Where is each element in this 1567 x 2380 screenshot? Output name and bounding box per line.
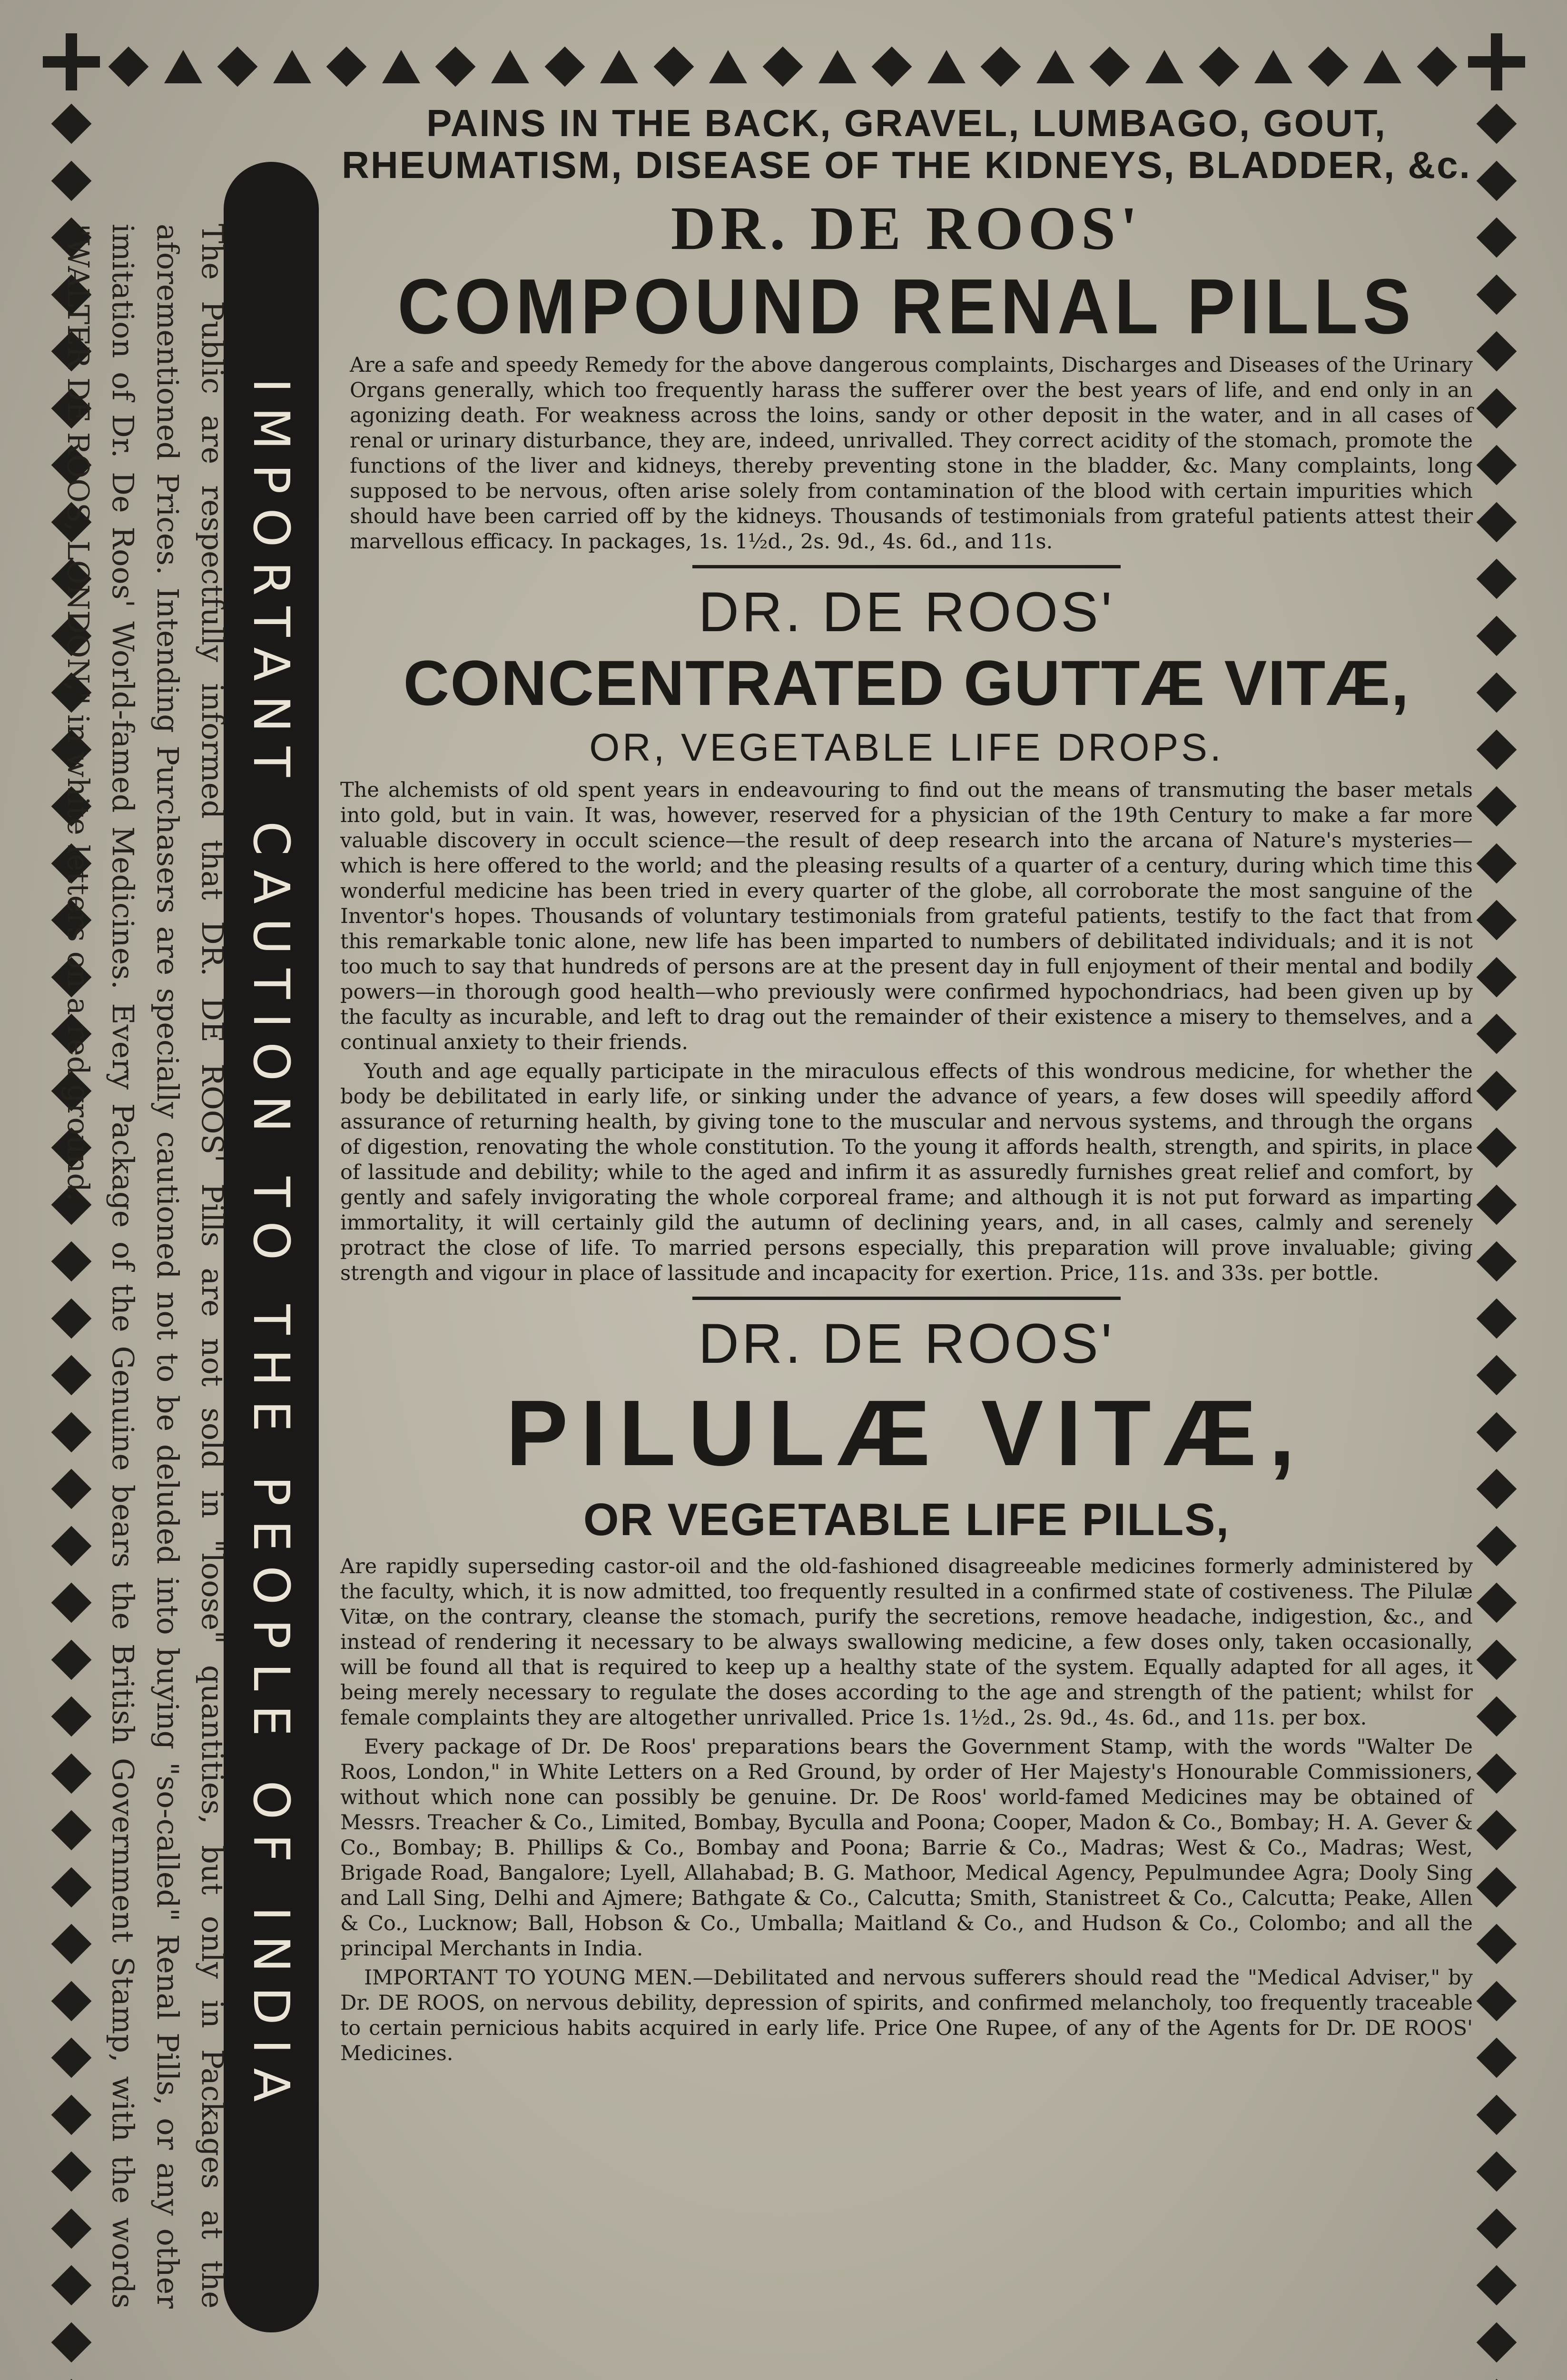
caution-banner-text: IMPORTANT CAUTION TO THE PEOPLE OF INDIA (242, 378, 300, 2116)
diamond-ornament (1477, 160, 1517, 201)
diamond-ornament (1477, 786, 1517, 827)
diamond-ornament (1477, 502, 1517, 542)
diamond-ornament (1477, 1071, 1517, 1111)
diamond-ornament (1477, 104, 1517, 144)
caution-notice: The Public are respectfully informed that DR. DE ROOS' Pills are not sold in "loose" quantities, but only in Packages at the aforementioned Prices. Intending Purchasers are specially cautioned not to be deluded into buying "so-called" Renal Pills, or any other imitation of Dr. De Roos' World-famed Medicines. Every Package of the Genuine bears the British Government Stamp, with the words "WALTER DE ROOS, LONDON," in white letters on a red ground. (61, 224, 230, 2309)
diamond-ornament (1477, 218, 1517, 258)
diamond-ornament (763, 47, 803, 87)
pilulae-subtitle: OR VEGETABLE LIFE PILLS, (583, 1494, 1230, 1545)
diamond-ornament (108, 47, 149, 87)
diamond-ornament (1477, 1298, 1517, 1339)
diamond-ornament (1477, 274, 1517, 315)
diamond-ornament (51, 104, 92, 144)
spade-ornament (273, 50, 311, 83)
diamond-ornament (1477, 1867, 1517, 1907)
ailments-heading: PAINS IN THE BACK, GRAVEL, LUMBAGO, GOUT, RHEUMATISM, DISEASE OF THE KIDNEYS, BLADDER, &c. (342, 102, 1471, 186)
diamond-ornament (435, 47, 476, 87)
guttae-body-1: The alchemists of old spent years in endeavouring to find out the means of transmuting the baser metals into gold, but in vain. It was, however, reserved for a physician of the 19th Century to make a far more valuable discovery in occult science—the result of deep research into the arcana of Nature's mysteries—which is here offered to the world; and the pleasing results of a quarter of a century, during which time this wonderful medicine has been tried in every quarter of the globe, all corroborate the most sanguine of the Inventor's hopes. Thousands of voluntary testimonials from grateful patients, testify to the fact that from this remarkable tonic alone, new life has been imparted to numbers of debilitated individuals; and it is not too much to say that hundreds of persons are at the present day in full enjoyment of their mental and bodily powers—in thorough good health—who previously were confirmed hypochondriacs, had been given up by the faculty as incurable, and left to drag out the remainder of their existence a misery to themselves, and a continual anxiety to their friends. (340, 778, 1473, 1054)
spade-ornament (1254, 50, 1292, 83)
diamond-ornament (1477, 2152, 1517, 2192)
guttae-brand: DR. DE ROOS' (698, 581, 1115, 644)
diamond-ornament (1477, 445, 1517, 486)
diamond-ornament (1477, 1184, 1517, 1225)
diamond-ornament (1477, 673, 1517, 713)
diamond-ornament (1477, 2038, 1517, 2078)
section-divider (692, 565, 1121, 568)
diamond-ornament (1477, 1981, 1517, 2021)
diamond-ornament (1477, 900, 1517, 941)
diamond-ornament (1477, 1696, 1517, 1737)
diamond-ornament (1477, 843, 1517, 883)
spade-ornament (927, 50, 966, 83)
diamond-ornament (1477, 957, 1517, 997)
pilulae-body-2: Every package of Dr. De Roos' preparations bears the Government Stamp, with the words "Walter De Roos, London," in White Letters on a Red Ground, by order of Her Majesty's Honourable Commissioners, without which none can possibly be genuine. Dr. De Roos' world-famed Medicines may be obtained of Messrs. Treacher & Co., Limited, Bombay, Byculla and Poona; Cooper, Madon & Co., Bombay; H. A. Gever & Co., Bombay; B. Phillips & Co., Bombay and Poona; Barrie & Co., Madras; West & Co., Madras; West, Brigade Road, Bangalore; Lyell, Allahabad; B. G. Mathoor, Medical Agency, Pepulmundee Agra; Dooly Sing and Lall Sing, Delhi and Ajmere; Bathgate & Co., Calcutta; Smith, Stanistreet & Co., Calcutta; Peake, Allen & Co., Lucknow; Ball, Hobson & Co., Umballa; Maitland & Co., and Hudson & Co., Colombo; and all the principal Merchants in India. (340, 1735, 1473, 1961)
diamond-ornament (217, 47, 258, 87)
corner-cross-top-left (43, 33, 100, 90)
diamond-ornament (1477, 1639, 1517, 1680)
spade-ornament (1363, 50, 1401, 83)
diamond-ornament (1477, 1810, 1517, 1851)
diamond-ornament (1477, 1469, 1517, 1509)
diamond-ornament (1477, 331, 1517, 372)
pilulae-body-1: Are rapidly superseding castor-oil and the old-fashioned disagreeable medicines formerly administered by the faculty, which, it is now admitted, too frequently resulted in a confirmed state of costiveness. The Pilulæ Vitæ, on the contrary, cleanse the stomach, purify the secretions, remove headache, indigestion, &c., and instead of rendering it necessary to be always swallowing medicine, a few doses only, taken occasionally, will be found all that is required to keep up a healthy state of the system. Equally adapted for all ages, it being merely necessary to regulate the doses according to the age and strength of the patient; whilst for female complaints they are altogether unrivalled. Price 1s. 1½d., 2s. 9d., 4s. 6d., and 11s. per box. (340, 1555, 1473, 1730)
diamond-ornament (1477, 1355, 1517, 1396)
diamond-ornament (1477, 2208, 1517, 2249)
diamond-ornament (51, 160, 92, 201)
diamond-ornament (544, 47, 585, 87)
diamond-ornament (1477, 2322, 1517, 2362)
spade-ornament (1145, 50, 1183, 83)
diamond-ornament (1199, 47, 1239, 87)
corner-cross-top-right (1468, 33, 1525, 90)
diamond-ornament (981, 47, 1021, 87)
spade-ornament (600, 50, 638, 83)
diamond-ornament (1090, 47, 1130, 87)
spade-ornament (491, 50, 529, 83)
guttae-body-2: Youth and age equally participate in the miraculous effects of this wondrous medicine, for whether the body be debilitated in early life, or sinking under the advance of years, a few doses will speedily afford assurance of returning health, by giving tone to the muscular and nervous systems, and through the organs of digestion, renovating the whole constitution. To the young it affords health, strength, and spirits, in place of lassitude and debility; while to the aged and infirm it as assuredly furnishes great relief and comfort, by gently and safely invigorating the whole corporeal frame; and although it is not put forward as imparting immortality, it will certainly gild the autumn of declining years, and, in all cases, calmly and serenely protract the close of life. To married persons especially, this preparation will prove invaluable; giving strength and vigour in place of lassitude and incapacity for exertion. Price, 11s. and 33s. per bottle. (340, 1060, 1473, 1285)
guttae-title: CONCENTRATED GUTTÆ VITÆ, (403, 648, 1410, 719)
diamond-ornament (1477, 1412, 1517, 1452)
top-ornament-border (114, 48, 1451, 86)
renal-brand: DR. DE ROOS' (670, 194, 1143, 263)
guttae-subtitle: OR, VEGETABLE LIFE DROPS. (589, 726, 1224, 769)
diamond-ornament (1477, 559, 1517, 599)
diamond-ornament (51, 2322, 92, 2362)
diamond-ornament (1417, 47, 1457, 87)
diamond-ornament (1308, 47, 1348, 87)
diamond-ornament (1477, 2094, 1517, 2135)
spade-ornament (709, 50, 747, 83)
renal-body: Are a safe and speedy Remedy for the above dangerous complaints, Discharges and Diseases of the Urinary Organs generally, which too frequently harass the sufferer over the best years of life, and end only in an agonizing death. For weakness across the loins, sandy or other deposit in the water, and in all cases of renal or urinary disturbance, they are, indeed, unrivalled. They correct acidity of the stomach, promote the functions of the liver and kidneys, thereby preventing stone in the bladder, &c. Many complaints, long supposed to be nervous, often arise solely from contamination of the blood with certain impurities which should have been carried off by the kidneys. Thousands of testimonials from grateful patients attest their marvellous efficacy. In packages, 1s. 1½d., 2s. 9d., 4s. 6d., and 11s. (350, 353, 1473, 554)
spade-ornament (1036, 50, 1074, 83)
diamond-ornament (1477, 1583, 1517, 1623)
diamond-ornament (1477, 1128, 1517, 1168)
spade-ornament (818, 50, 857, 83)
diamond-ornament (326, 47, 367, 87)
diamond-ornament (1477, 1014, 1517, 1054)
main-column (340, 102, 1473, 2066)
section-divider (692, 1297, 1121, 1300)
pilulae-title: PILULÆ VITÆ, (506, 1381, 1307, 1485)
diamond-ornament (1477, 729, 1517, 770)
pilulae-brand: DR. DE ROOS' (698, 1312, 1115, 1375)
spade-ornament (382, 50, 420, 83)
right-ornament-border (1478, 109, 1516, 2380)
diamond-ornament (1477, 388, 1517, 428)
diamond-ornament (653, 47, 694, 87)
diamond-ornament (1477, 615, 1517, 656)
spade-ornament (164, 50, 202, 83)
diamond-ornament (1477, 1526, 1517, 1566)
pilulae-body-3: IMPORTANT TO YOUNG MEN.—Debilitated and nervous sufferers should read the "Medical Adviser," by Dr. DE ROOS, on nervous debility, depression of spirits, and confirmed melancholy, too frequently traceable to certain pernicious habits acquired in early life. Price One Rupee, of any of the Agents for Dr. DE ROOS' Medicines. (340, 1966, 1473, 2065)
diamond-ornament (1477, 1924, 1517, 1964)
diamond-ornament (1477, 1241, 1517, 1282)
diamond-ornament (1477, 2265, 1517, 2306)
diamond-ornament (1477, 1753, 1517, 1794)
renal-title: COMPOUND RENAL PILLS (397, 263, 1416, 350)
diamond-ornament (872, 47, 912, 87)
